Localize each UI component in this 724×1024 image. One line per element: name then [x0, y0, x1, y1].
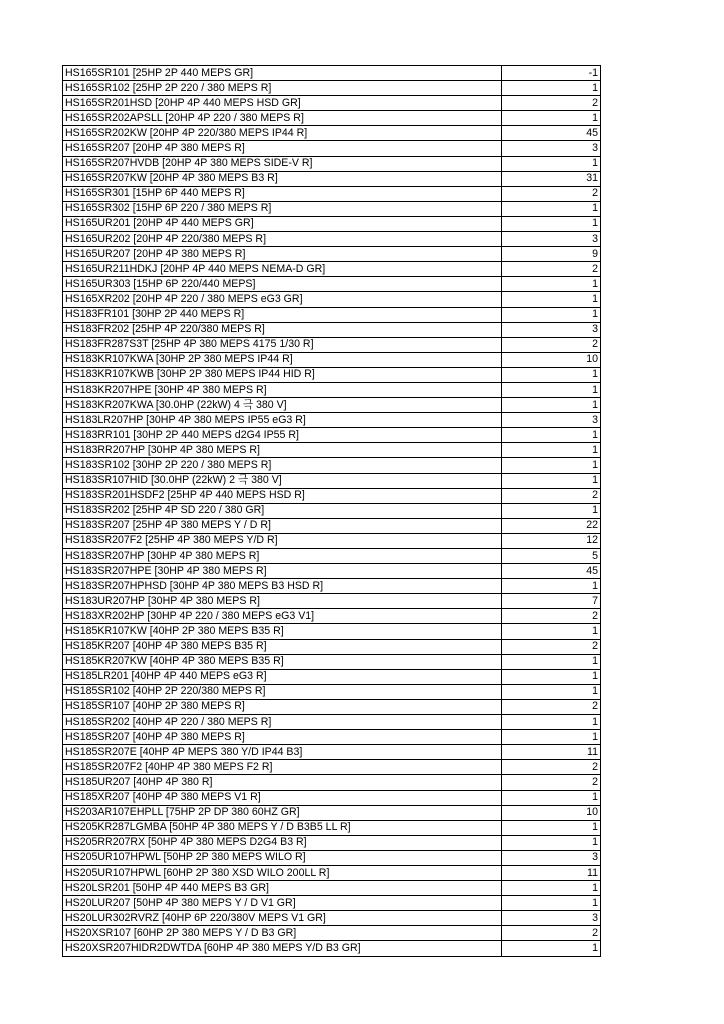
- item-description-cell: HS183FR202 [25HP 4P 220/380 MEPS R]: [63, 322, 502, 337]
- item-description-cell: HS205UR107HPWL [60HP 2P 380 XSD WILO 200LL R]: [63, 865, 502, 880]
- table-row: [63, 896, 601, 911]
- table-row: [63, 926, 601, 941]
- item-quantity-cell: 3: [502, 911, 601, 926]
- item-description-cell: HS20LUR207 [50HP 4P 380 MEPS Y / D V1 GR]: [63, 896, 502, 911]
- table-row: [63, 669, 601, 684]
- table-row: [63, 549, 601, 564]
- item-quantity-cell: 2: [502, 775, 601, 790]
- item-quantity-cell: 3: [502, 141, 601, 156]
- table-row: [63, 488, 601, 503]
- table-row: [63, 307, 601, 322]
- table-row: [63, 715, 601, 730]
- item-quantity-cell: 1: [502, 382, 601, 397]
- item-description-cell: HS20LSR201 [50HP 4P 440 MEPS B3 GR]: [63, 881, 502, 896]
- item-quantity-cell: 1: [502, 624, 601, 639]
- item-quantity-cell: 1: [502, 820, 601, 835]
- item-quantity-cell: 1: [502, 715, 601, 730]
- item-description-cell: HS183UR207HP [30HP 4P 380 MEPS R]: [63, 594, 502, 609]
- table-row: [63, 594, 601, 609]
- table-row: [63, 654, 601, 669]
- item-description-cell: HS165SR101 [25HP 2P 440 MEPS GR]: [63, 66, 502, 81]
- item-description-cell: HS183XR202HP [30HP 4P 220 / 380 MEPS eG3 V1]: [63, 609, 502, 624]
- item-description-cell: HS185SR107 [40HP 2P 380 MEPS R]: [63, 699, 502, 714]
- item-quantity-cell: 3: [502, 850, 601, 865]
- table-row: [63, 564, 601, 579]
- table-row: [63, 352, 601, 367]
- item-quantity-cell: 3: [502, 413, 601, 428]
- item-description-cell: HS165UR303 [15HP 6P 220/440 MEPS]: [63, 277, 502, 292]
- item-description-cell: HS185SR202 [40HP 4P 220 / 380 MEPS R]: [63, 715, 502, 730]
- item-description-cell: HS185SR207F2 [40HP 4P 380 MEPS F2 R]: [63, 760, 502, 775]
- item-description-cell: HS183KR107KWA [30HP 2P 380 MEPS IP44 R]: [63, 352, 502, 367]
- table-row: [63, 911, 601, 926]
- item-description-cell: HS185KR207 [40HP 4P 380 MEPS B35 R]: [63, 639, 502, 654]
- inventory-sheet: [62, 65, 600, 957]
- item-description-cell: HS183RR101 [30HP 2P 440 MEPS d2G4 IP55 R]: [63, 428, 502, 443]
- table-row: [63, 232, 601, 247]
- item-quantity-cell: 2: [502, 488, 601, 503]
- item-description-cell: HS165SR202APSLL [20HP 4P 220 / 380 MEPS R]: [63, 111, 502, 126]
- item-description-cell: HS183LR207HP [30HP 4P 380 MEPS IP55 eG3 R]: [63, 413, 502, 428]
- item-quantity-cell: -1: [502, 66, 601, 81]
- table-row: [63, 609, 601, 624]
- table-row: [63, 96, 601, 111]
- item-quantity-cell: 2: [502, 337, 601, 352]
- table-row: [63, 624, 601, 639]
- table-row: [63, 322, 601, 337]
- item-quantity-cell: 2: [502, 262, 601, 277]
- table-row: [63, 201, 601, 216]
- item-quantity-cell: 10: [502, 352, 601, 367]
- item-description-cell: HS183FR287S3T [25HP 4P 380 MEPS 4175 1/30 R]: [63, 337, 502, 352]
- item-quantity-cell: 2: [502, 760, 601, 775]
- table-row: [63, 247, 601, 262]
- table-row: [63, 820, 601, 835]
- table-row: [63, 865, 601, 880]
- table-row: [63, 81, 601, 96]
- item-description-cell: HS165SR301 [15HP 6P 440 MEPS R]: [63, 186, 502, 201]
- item-description-cell: HS185SR207 [40HP 4P 380 MEPS R]: [63, 730, 502, 745]
- item-description-cell: HS165SR201HSD [20HP 4P 440 MEPS HSD GR]: [63, 96, 502, 111]
- table-row: [63, 760, 601, 775]
- item-description-cell: HS185LR201 [40HP 4P 440 MEPS eG3 R]: [63, 669, 502, 684]
- item-quantity-cell: 1: [502, 896, 601, 911]
- item-description-cell: HS165SR102 [25HP 2P 220 / 380 MEPS R]: [63, 81, 502, 96]
- table-row: [63, 292, 601, 307]
- item-quantity-cell: 1: [502, 835, 601, 850]
- item-quantity-cell: 1: [502, 458, 601, 473]
- item-description-cell: HS183KR207HPE [30HP 4P 380 MEPS R]: [63, 382, 502, 397]
- item-quantity-cell: 1: [502, 398, 601, 413]
- item-description-cell: HS165UR201 [20HP 4P 440 MEPS GR]: [63, 216, 502, 231]
- table-row: [63, 141, 601, 156]
- item-quantity-cell: 1: [502, 216, 601, 231]
- table-row: [63, 745, 601, 760]
- item-quantity-cell: 1: [502, 669, 601, 684]
- table-row: [63, 684, 601, 699]
- item-description-cell: HS183SR202 [25HP 4P SD 220 / 380 GR]: [63, 503, 502, 518]
- item-description-cell: HS165UR207 [20HP 4P 380 MEPS R]: [63, 247, 502, 262]
- table-row: [63, 337, 601, 352]
- table-row: [63, 790, 601, 805]
- table-row: [63, 428, 601, 443]
- item-quantity-cell: 2: [502, 639, 601, 654]
- item-description-cell: HS185KR207KW [40HP 4P 380 MEPS B35 R]: [63, 654, 502, 669]
- item-quantity-cell: 1: [502, 473, 601, 488]
- table-row: [63, 639, 601, 654]
- table-row: [63, 699, 601, 714]
- item-quantity-cell: 2: [502, 96, 601, 111]
- item-description-cell: HS20XSR107 [60HP 2P 380 MEPS Y / D B3 GR]: [63, 926, 502, 941]
- item-description-cell: HS183KR107KWB [30HP 2P 380 MEPS IP44 HID R]: [63, 367, 502, 382]
- item-description-cell: HS165SR207HVDB [20HP 4P 380 MEPS SIDE-V R]: [63, 156, 502, 171]
- item-description-cell: HS183SR207F2 [25HP 4P 380 MEPS Y/D R]: [63, 533, 502, 548]
- table-row: [63, 186, 601, 201]
- item-quantity-cell: 45: [502, 126, 601, 141]
- item-quantity-cell: 11: [502, 745, 601, 760]
- item-quantity-cell: 11: [502, 865, 601, 880]
- item-description-cell: HS20XSR207HIDR2DWTDA [60HP 4P 380 MEPS Y/D B3 GR]: [63, 941, 502, 956]
- item-quantity-cell: 12: [502, 533, 601, 548]
- table-row: [63, 413, 601, 428]
- table-row: [63, 66, 601, 81]
- item-quantity-cell: 1: [502, 881, 601, 896]
- item-quantity-cell: 2: [502, 186, 601, 201]
- item-quantity-cell: 2: [502, 699, 601, 714]
- item-quantity-cell: 1: [502, 503, 601, 518]
- item-quantity-cell: 3: [502, 232, 601, 247]
- item-description-cell: HS203AR107EHPLL [75HP 2P DP 380 60HZ GR]: [63, 805, 502, 820]
- table-row: [63, 533, 601, 548]
- item-quantity-cell: 22: [502, 518, 601, 533]
- table-row: [63, 262, 601, 277]
- item-quantity-cell: 1: [502, 111, 601, 126]
- item-quantity-cell: 5: [502, 549, 601, 564]
- item-quantity-cell: 2: [502, 609, 601, 624]
- table-row: [63, 126, 601, 141]
- item-quantity-cell: 1: [502, 654, 601, 669]
- table-row: [63, 518, 601, 533]
- item-description-cell: HS183SR201HSDF2 [25HP 4P 440 MEPS HSD R]: [63, 488, 502, 503]
- table-row: [63, 458, 601, 473]
- table-row: [63, 382, 601, 397]
- table-row: [63, 367, 601, 382]
- item-quantity-cell: 1: [502, 941, 601, 956]
- table-row: [63, 941, 601, 956]
- table-row: [63, 850, 601, 865]
- item-quantity-cell: 31: [502, 171, 601, 186]
- item-description-cell: HS185XR207 [40HP 4P 380 MEPS V1 R]: [63, 790, 502, 805]
- item-description-cell: HS185SR207E [40HP 4P MEPS 380 Y/D IP44 B3]: [63, 745, 502, 760]
- item-description-cell: HS165UR202 [20HP 4P 220/380 MEPS R]: [63, 232, 502, 247]
- item-quantity-cell: 1: [502, 201, 601, 216]
- item-quantity-cell: 1: [502, 684, 601, 699]
- item-quantity-cell: 7: [502, 594, 601, 609]
- item-description-cell: HS183SR102 [30HP 2P 220 / 380 MEPS R]: [63, 458, 502, 473]
- table-row: [63, 775, 601, 790]
- item-quantity-cell: 10: [502, 805, 601, 820]
- table-row: [63, 579, 601, 594]
- item-quantity-cell: 1: [502, 307, 601, 322]
- table-row: [63, 398, 601, 413]
- table-row: [63, 216, 601, 231]
- item-quantity-cell: 1: [502, 277, 601, 292]
- item-description-cell: HS205UR107HPWL [50HP 2P 380 MEPS WILO R]: [63, 850, 502, 865]
- item-quantity-cell: 1: [502, 443, 601, 458]
- item-quantity-cell: 1: [502, 156, 601, 171]
- item-description-cell: HS183SR207HPHSD [30HP 4P 380 MEPS B3 HSD R]: [63, 579, 502, 594]
- table-row: [63, 835, 601, 850]
- table-row: [63, 111, 601, 126]
- item-quantity-cell: 1: [502, 367, 601, 382]
- item-description-cell: HS183SR207HP [30HP 4P 380 MEPS R]: [63, 549, 502, 564]
- table-row: [63, 156, 601, 171]
- item-quantity-cell: 3: [502, 322, 601, 337]
- item-description-cell: HS165SR302 [15HP 6P 220 / 380 MEPS R]: [63, 201, 502, 216]
- table-row: [63, 881, 601, 896]
- item-description-cell: HS185UR207 [40HP 4P 380 R]: [63, 775, 502, 790]
- item-description-cell: HS165SR207 [20HP 4P 380 MEPS R]: [63, 141, 502, 156]
- item-quantity-cell: 2: [502, 926, 601, 941]
- inventory-table: [62, 65, 601, 957]
- item-description-cell: HS185SR102 [40HP 2P 220/380 MEPS R]: [63, 684, 502, 699]
- table-row: [63, 730, 601, 745]
- item-quantity-cell: 1: [502, 730, 601, 745]
- item-description-cell: HS183KR207KWA [30.0HP (22kW) 4 극 380 V]: [63, 398, 502, 413]
- item-description-cell: HS183SR207 [25HP 4P 380 MEPS Y / D R]: [63, 518, 502, 533]
- item-description-cell: HS165SR207KW [20HP 4P 380 MEPS B3 R]: [63, 171, 502, 186]
- table-row: [63, 473, 601, 488]
- item-quantity-cell: 1: [502, 428, 601, 443]
- item-description-cell: HS165SR202KW [20HP 4P 220/380 MEPS IP44 R]: [63, 126, 502, 141]
- table-row: [63, 503, 601, 518]
- item-description-cell: HS183FR101 [30HP 2P 440 MEPS R]: [63, 307, 502, 322]
- item-quantity-cell: 1: [502, 81, 601, 96]
- table-row: [63, 171, 601, 186]
- item-quantity-cell: 1: [502, 790, 601, 805]
- item-description-cell: HS165UR211HDKJ [20HP 4P 440 MEPS NEMA-D GR]: [63, 262, 502, 277]
- item-description-cell: HS183SR107HID [30.0HP (22kW) 2 극 380 V]: [63, 473, 502, 488]
- item-description-cell: HS183RR207HP [30HP 4P 380 MEPS R]: [63, 443, 502, 458]
- item-quantity-cell: 1: [502, 292, 601, 307]
- item-quantity-cell: 45: [502, 564, 601, 579]
- item-description-cell: HS20LUR302RVRZ [40HP 6P 220/380V MEPS V1 GR]: [63, 911, 502, 926]
- item-description-cell: HS165XR202 [20HP 4P 220 / 380 MEPS eG3 GR]: [63, 292, 502, 307]
- table-row: [63, 277, 601, 292]
- item-description-cell: HS205KR287LGMBA [50HP 4P 380 MEPS Y / D B3B5 LL R]: [63, 820, 502, 835]
- item-description-cell: HS205RR207RX [50HP 4P 380 MEPS D2G4 B3 R]: [63, 835, 502, 850]
- item-quantity-cell: 9: [502, 247, 601, 262]
- inventory-table-body: [63, 66, 601, 957]
- table-row: [63, 443, 601, 458]
- item-quantity-cell: 1: [502, 579, 601, 594]
- item-description-cell: HS183SR207HPE [30HP 4P 380 MEPS R]: [63, 564, 502, 579]
- item-description-cell: HS185KR107KW [40HP 2P 380 MEPS B35 R]: [63, 624, 502, 639]
- table-row: [63, 805, 601, 820]
